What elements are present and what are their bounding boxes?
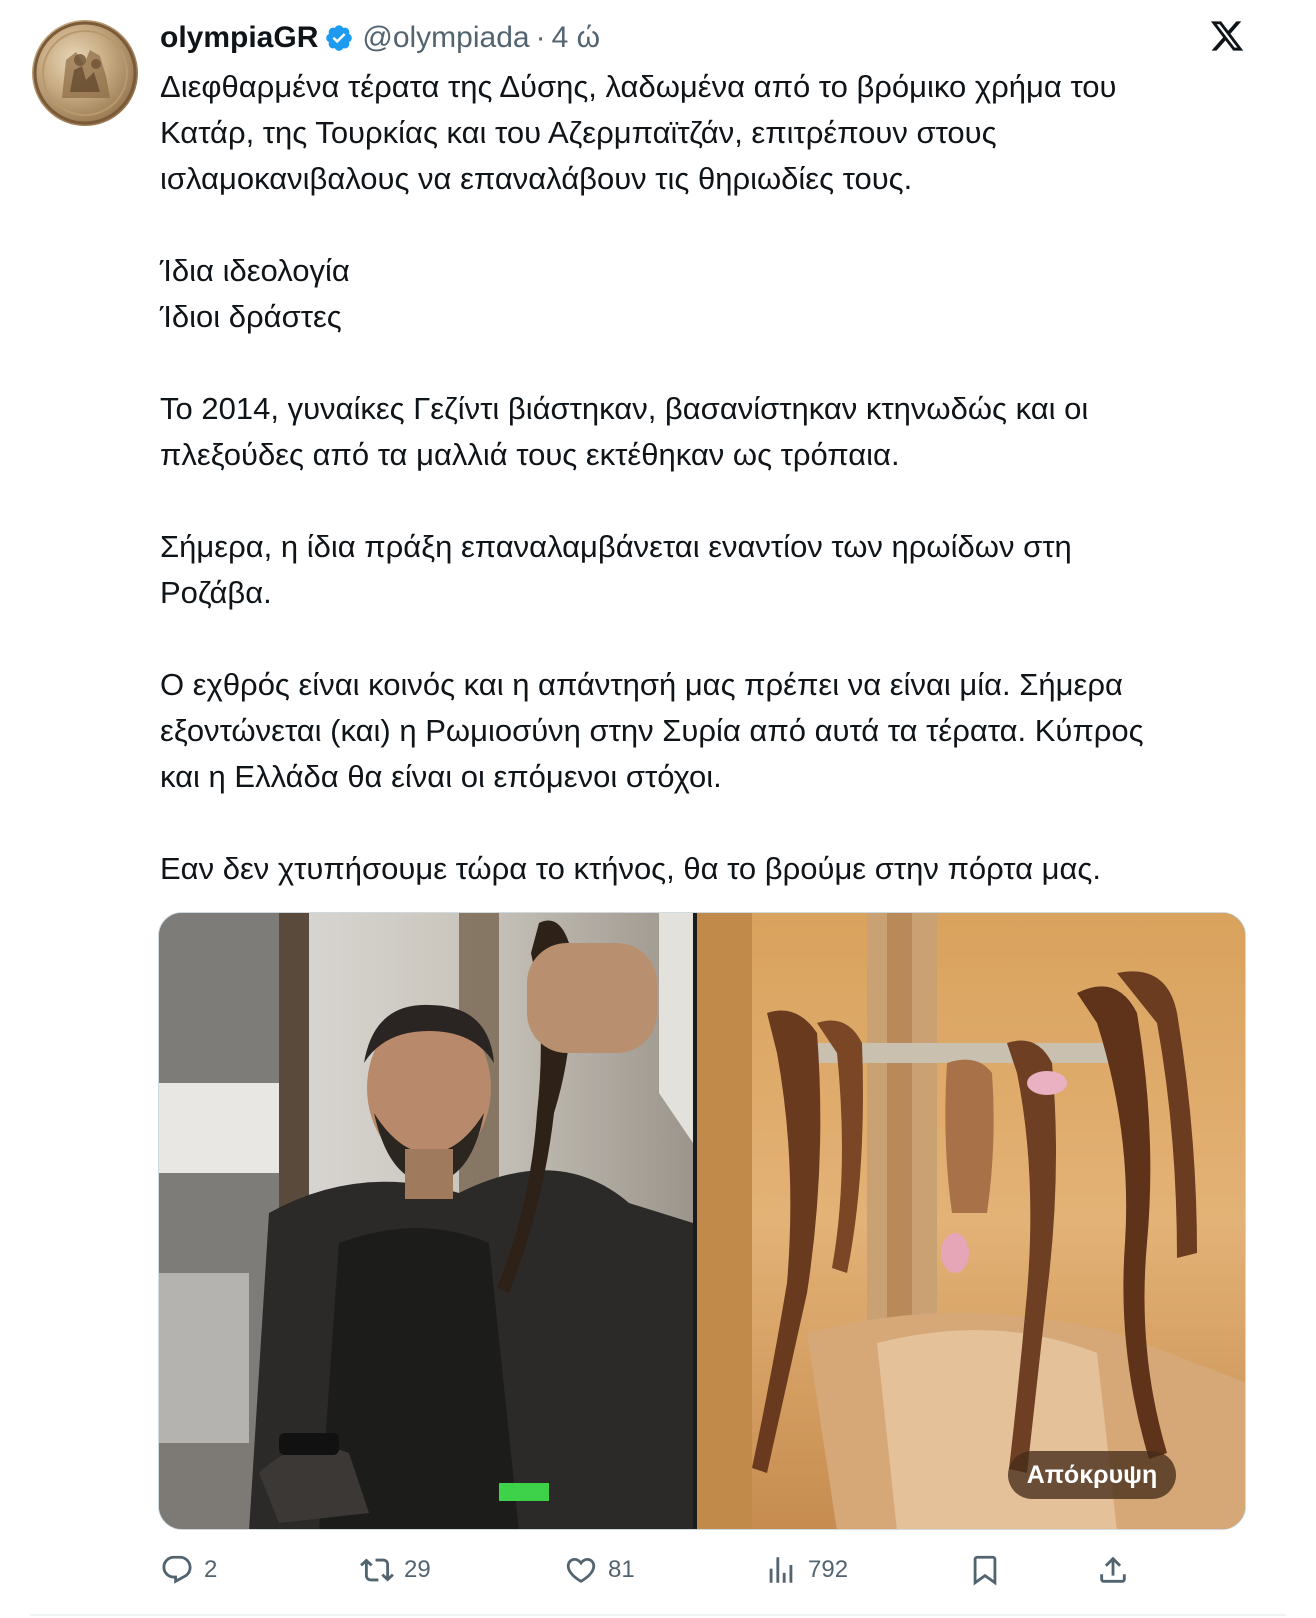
tweet-paragraph	[160, 846, 1270, 892]
retweet-count: 29	[404, 1556, 431, 1583]
retweet-icon	[360, 1553, 394, 1587]
verified-badge-icon[interactable]	[324, 23, 354, 53]
tweet-paragraph	[160, 386, 1270, 478]
avatar[interactable]	[32, 20, 138, 126]
tweet-media[interactable]	[158, 912, 1246, 1530]
tweet-text-line: Ίδιοι δράστες	[160, 299, 342, 334]
tweet-text-line: εξοντώνεται (και) η Ρωμιοσύνη στην Συρία από αυτά τα τέρατα. Κύπρος	[160, 713, 1144, 748]
hide-media-button[interactable]: Απόκρυψη	[1008, 1451, 1176, 1499]
bookmark-button[interactable]	[968, 1548, 1002, 1592]
retweet-button[interactable]	[360, 1548, 431, 1592]
tweet-text-line: πλεξούδες από τα μαλλιά τους εκτέθηκαν ως τρόπαια.	[160, 437, 900, 472]
media-photo-right[interactable]	[697, 913, 1246, 1530]
tweet-text-line: Το 2014, γυναίκες Γεζίντι βιάστηκαν, βασανίστηκαν κτηνωδώς και οι	[160, 391, 1089, 426]
tweet-paragraph	[160, 524, 1270, 616]
avatar-image	[32, 20, 138, 126]
separator-dot: ·	[535, 21, 546, 54]
timestamp[interactable]: 4 ώ	[551, 21, 601, 54]
share-icon	[1096, 1553, 1130, 1587]
tweet-text-line: Ο εχθρός είναι κοινός και η απάντησή μας πρέπει να είναι μία. Σήμερα	[160, 667, 1123, 702]
tweet-text	[160, 64, 1270, 892]
share-button[interactable]	[1096, 1548, 1130, 1592]
tweet-text-line: και η Ελλάδα θα είναι οι επόμενοι στόχοι.	[160, 759, 722, 794]
reply-count: 2	[204, 1556, 218, 1583]
like-count: 81	[608, 1556, 635, 1583]
tweet-header	[160, 18, 600, 58]
tweet-text-line: Ίδια ιδεολογία	[160, 253, 350, 288]
like-button[interactable]	[564, 1548, 635, 1592]
reply-button[interactable]	[160, 1548, 217, 1592]
tweet-text-line: Κατάρ, της Τουρκίας και του Αζερμπαϊτζάν, επιτρέπουν στους	[160, 115, 997, 150]
bottom-divider	[30, 1614, 1286, 1616]
author-handle[interactable]: @olympiada	[362, 21, 530, 54]
tweet-text-line: Σήμερα, η ίδια πράξη επαναλαμβάνεται εναντίον των ηρωίδων στη	[160, 529, 1072, 564]
reply-icon	[160, 1553, 194, 1587]
tweet-paragraph	[160, 248, 1270, 340]
tweet-paragraph	[160, 662, 1270, 800]
tweet-paragraph	[160, 64, 1270, 202]
bookmark-icon	[968, 1553, 1002, 1587]
media-photo-left[interactable]	[159, 913, 693, 1530]
tweet-text-line: Εαν δεν χτυπήσουμε τώρα το κτήνος, θα το βρούμε στην πόρτα μας.	[160, 851, 1101, 886]
views-button[interactable]	[764, 1548, 848, 1592]
tweet-text-line: ισλαμοκανιβαλους να επαναλάβουν τις θηριωδίες τους.	[160, 161, 913, 196]
x-logo-icon[interactable]	[1208, 18, 1246, 54]
heart-icon	[564, 1553, 598, 1587]
action-bar	[160, 1548, 1260, 1592]
display-name[interactable]: olympiaGR	[160, 21, 319, 54]
tweet-text-line: Ροζάβα.	[160, 575, 272, 610]
views-icon	[764, 1553, 798, 1587]
views-count: 792	[808, 1556, 849, 1583]
tweet-text-line: Διεφθαρμένα τέρατα της Δύσης, λαδωμένα από το βρόμικο χρήμα του	[160, 69, 1117, 104]
